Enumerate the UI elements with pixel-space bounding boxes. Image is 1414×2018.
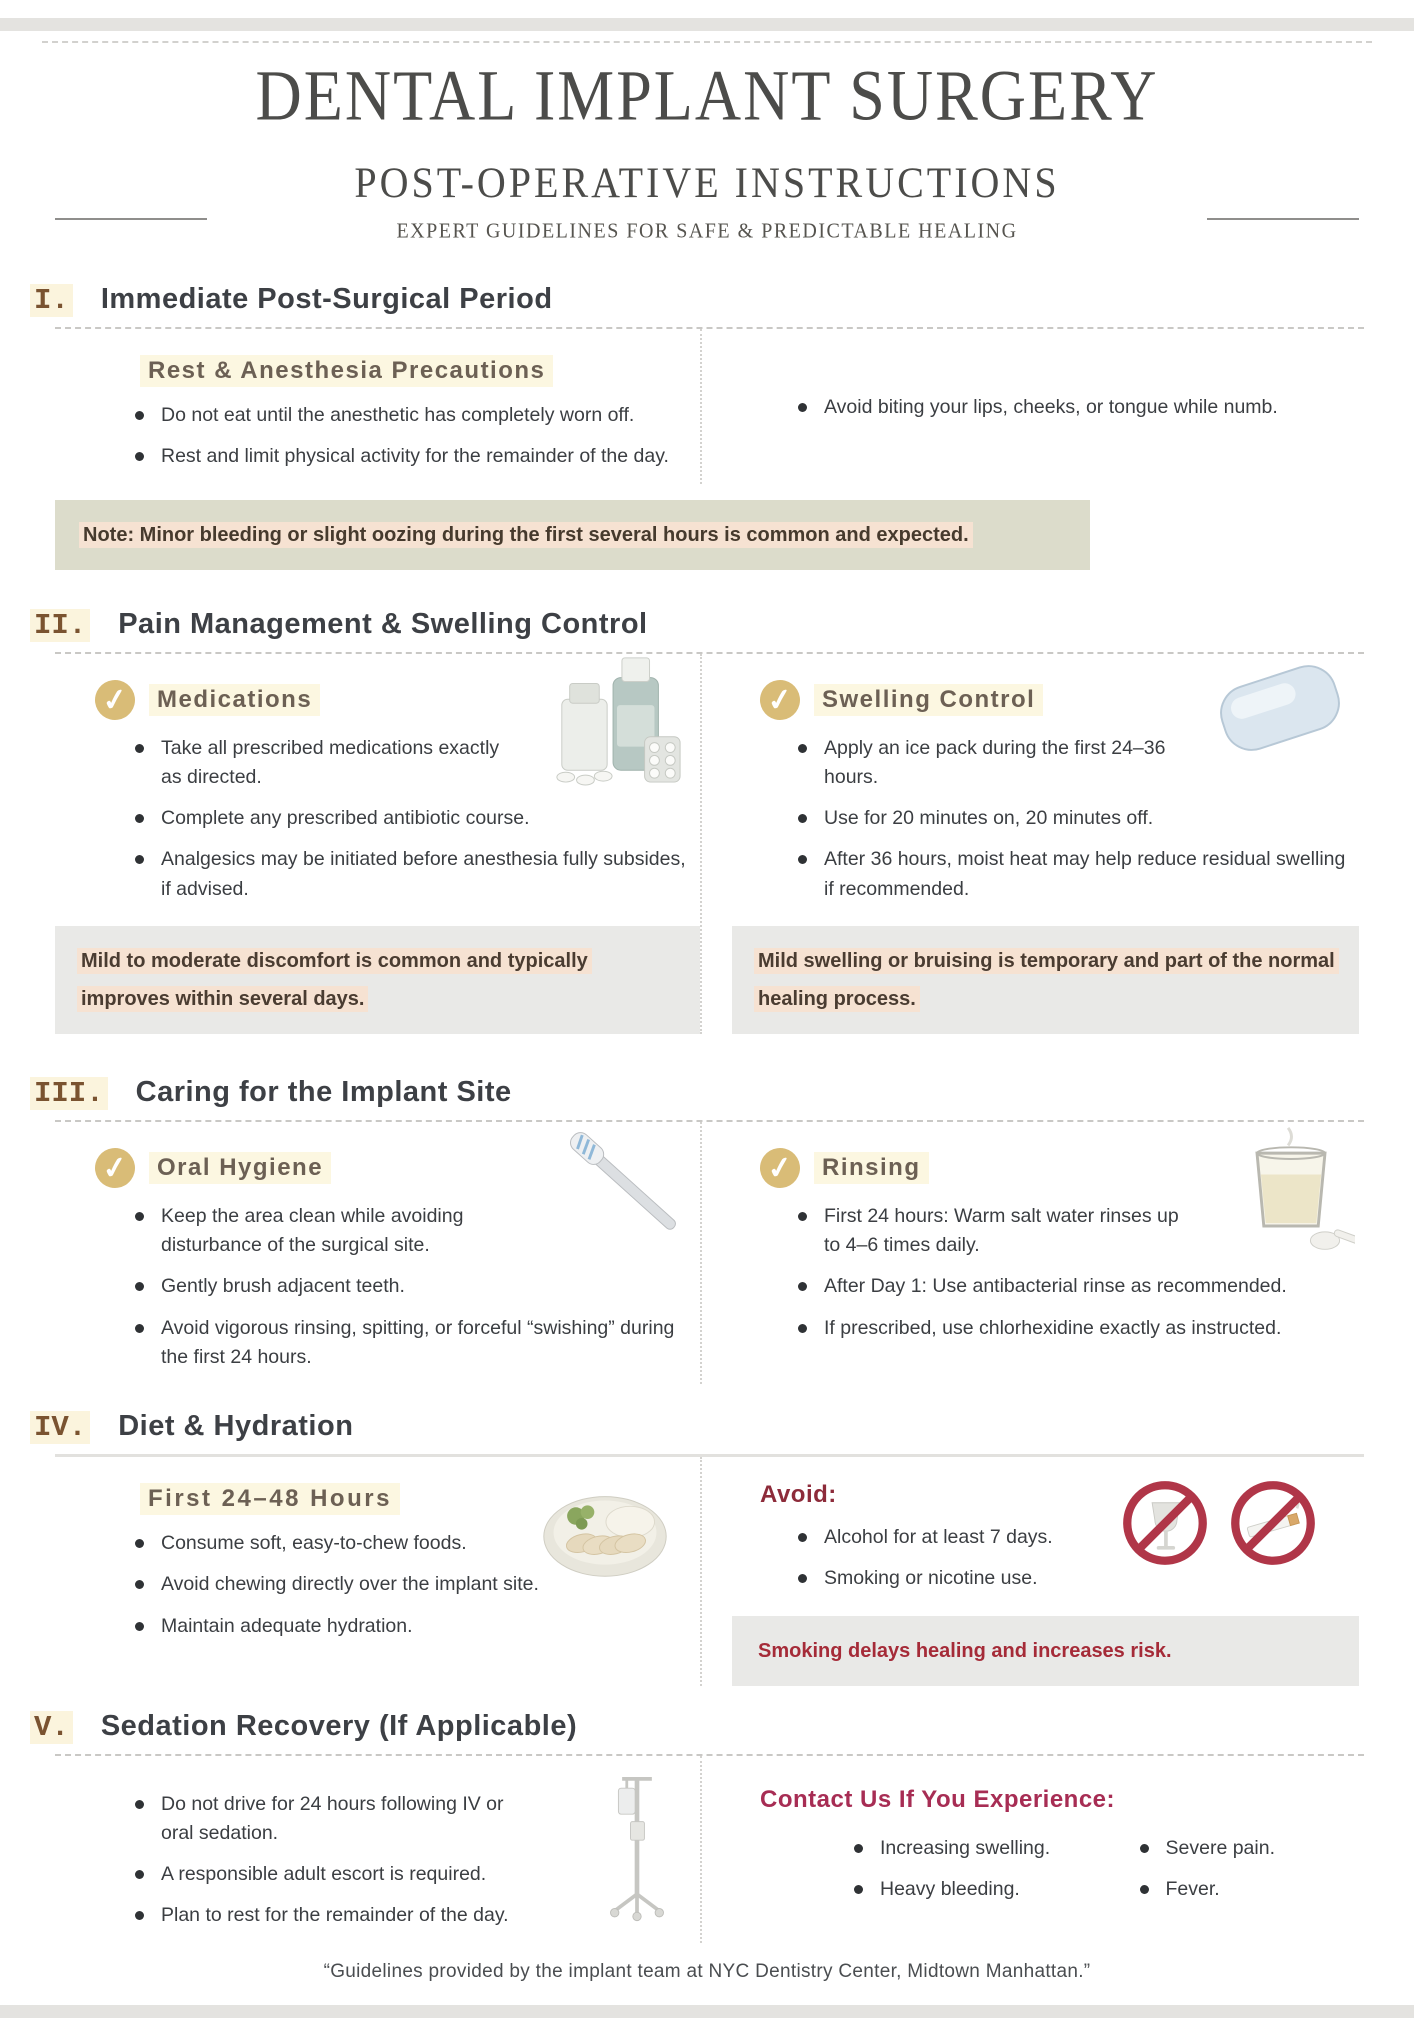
section-2-columns xyxy=(0,654,1414,1034)
oral-hygiene-list xyxy=(125,1202,700,1372)
discomfort-note-text: Mild to moderate discomfort is common and typically improves within several days. xyxy=(77,948,592,1012)
check-icon: ✓ xyxy=(92,1145,137,1190)
section-5-title: Sedation Recovery (If Applicable) xyxy=(100,1709,578,1742)
bullet-item: First 24 hours: Warm salt water rinses up to 4–6 times daily. xyxy=(788,1202,1359,1261)
sedation-column xyxy=(55,1756,700,1943)
rinsing-list xyxy=(788,1202,1359,1343)
swelling-heading: Swelling Control xyxy=(814,684,1043,716)
bullet-item: Apply an ice pack during the first 24–36 hours. xyxy=(788,734,1359,793)
swelling-column xyxy=(700,654,1359,1034)
bullet-item: Take all prescribed medications exactly as directed. xyxy=(125,734,700,793)
sedation-list xyxy=(125,1790,700,1931)
bleeding-note-box xyxy=(55,500,1090,570)
page-tagline: EXPERT GUIDELINES FOR SAFE & PREDICTABLE HEALING xyxy=(396,219,1018,243)
bullet-item: Smoking or nicotine use. xyxy=(788,1564,1359,1593)
contact-symptoms-grid xyxy=(788,1828,1359,1917)
bullet-item: Complete any prescribed antibiotic course. xyxy=(125,804,700,833)
contact-column xyxy=(700,1756,1359,1943)
section-1-left-column xyxy=(55,329,700,484)
rinsing-column xyxy=(700,1122,1359,1384)
smoking-note-text: Smoking delays healing and increases risk. xyxy=(754,1638,1176,1664)
check-icon: ✓ xyxy=(92,677,137,722)
section-2-numeral: II. xyxy=(30,609,90,642)
oral-hygiene-heading: Oral Hygiene xyxy=(149,1152,331,1184)
section-4-columns xyxy=(0,1457,1414,1686)
check-icon: ✓ xyxy=(757,677,802,722)
bullet-item: Severe pain. xyxy=(1130,1834,1360,1863)
section-4-numeral: IV. xyxy=(30,1411,90,1444)
bullet-item: Avoid vigorous rinsing, spitting, or forceful “swishing” during the first 24 hours. xyxy=(125,1314,700,1373)
section-4-title: Diet & Hydration xyxy=(118,1410,354,1442)
footer-attribution: “Guidelines provided by the implant team at NYC Dentistry Center, Midtown Manhattan.” xyxy=(323,1960,1091,1982)
bullet-item: Analgesics may be initiated before anesthesia fully subsides, if advised. xyxy=(125,845,700,904)
numbness-warning-list xyxy=(788,393,1359,422)
section-1-numeral: I. xyxy=(30,284,73,317)
rest-precautions-heading-row xyxy=(140,355,700,387)
bullet-item: Do not eat until the anesthetic has completely worn off. xyxy=(125,401,700,430)
section-4-header xyxy=(0,1410,1414,1444)
bullet-item: Do not drive for 24 hours following IV or oral sedation. xyxy=(125,1790,700,1849)
top-border-strip xyxy=(0,18,1414,31)
discomfort-note-box xyxy=(55,926,700,1034)
bullet-item: Use for 20 minutes on, 20 minutes off. xyxy=(788,804,1359,833)
bullet-item: After 36 hours, moist heat may help reduce residual swelling if recommended. xyxy=(788,845,1359,904)
bullet-item: Rest and limit physical activity for the remainder of the day. xyxy=(125,442,700,471)
bullet-item: Fever. xyxy=(1130,1875,1360,1904)
rinsing-heading: Rinsing xyxy=(814,1152,929,1184)
section-3-numeral: III. xyxy=(30,1077,108,1110)
section-3-columns xyxy=(0,1122,1414,1384)
rest-precautions-list xyxy=(125,401,700,472)
avoid-heading: Avoid: xyxy=(760,1481,837,1508)
medications-column xyxy=(55,654,700,1034)
bullet-item: Keep the area clean while avoiding disturbance of the surgical site. xyxy=(125,1202,700,1261)
section-1-columns xyxy=(0,329,1414,484)
section-2-title: Pain Management & Swelling Control xyxy=(118,607,648,640)
section-1-right-column xyxy=(700,329,1359,484)
section-5-numeral: V. xyxy=(30,1711,73,1744)
bullet-item: Heavy bleeding. xyxy=(844,1875,1074,1904)
bleeding-note-text: Note: Minor bleeding or slight oozing during the first several hours is common and expected. xyxy=(79,522,973,548)
smoking-note-box xyxy=(732,1616,1359,1686)
contact-heading: Contact Us If You Experience: xyxy=(760,1785,1116,1813)
bullet-item: After Day 1: Use antibacterial rinse as recommended. xyxy=(788,1272,1359,1301)
contact-symptoms-col2 xyxy=(1130,1834,1360,1917)
page-subtitle: POST-OPERATIVE INSTRUCTIONS xyxy=(354,158,1060,207)
oral-hygiene-column xyxy=(55,1122,700,1384)
section-5-columns xyxy=(0,1756,1414,1943)
first-hours-heading: First 24–48 Hours xyxy=(140,1483,400,1515)
swelling-list xyxy=(788,734,1359,904)
section-1-header xyxy=(0,283,1414,317)
diet-list xyxy=(125,1529,700,1641)
medications-list xyxy=(125,734,700,904)
section-3-header xyxy=(0,1076,1414,1110)
bullet-item: Maintain adequate hydration. xyxy=(125,1612,700,1641)
avoid-column xyxy=(700,1457,1359,1686)
header-divider xyxy=(42,41,1372,43)
bullet-item: Alcohol for at least 7 days. xyxy=(788,1523,1359,1552)
section-1-title: Immediate Post-Surgical Period xyxy=(100,283,553,315)
bullet-item: Plan to rest for the remainder of the day. xyxy=(125,1901,700,1930)
check-icon: ✓ xyxy=(757,1145,802,1190)
bullet-item: Consume soft, easy-to-chew foods. xyxy=(125,1529,700,1558)
bullet-item: Avoid chewing directly over the implant site. xyxy=(125,1570,700,1599)
section-5-header xyxy=(0,1710,1414,1744)
diet-column xyxy=(55,1457,700,1686)
section-2-header xyxy=(0,608,1414,642)
rest-precautions-heading: Rest & Anesthesia Precautions xyxy=(140,355,553,387)
bullet-item: If prescribed, use chlorhexidine exactly as instructed. xyxy=(788,1314,1359,1343)
bullet-item: Increasing swelling. xyxy=(844,1834,1074,1863)
bottom-border-strip xyxy=(0,2005,1414,2018)
page-title: DENTAL IMPLANT SURGERY xyxy=(255,55,1159,136)
swelling-note-box xyxy=(732,926,1359,1034)
medications-heading: Medications xyxy=(149,684,320,716)
bullet-item: Gently brush adjacent teeth. xyxy=(125,1272,700,1301)
bullet-item: Avoid biting your lips, cheeks, or tongue while numb. xyxy=(788,393,1359,422)
section-3-title: Caring for the Implant Site xyxy=(135,1075,512,1108)
bullet-item: A responsible adult escort is required. xyxy=(125,1860,700,1889)
contact-symptoms-col1 xyxy=(844,1834,1074,1917)
swelling-note-text: Mild swelling or bruising is temporary and part of the normal healing process. xyxy=(754,948,1339,1012)
